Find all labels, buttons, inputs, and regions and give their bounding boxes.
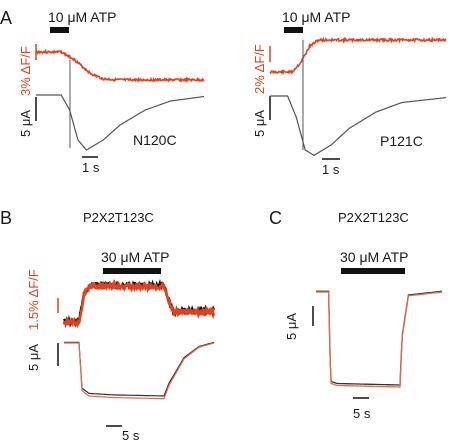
construct-label-a-left: N120C [133,132,177,148]
panel-title-c: P2X2T123C [338,210,409,225]
current-trace-c-dark [316,291,442,385]
fluorescence-trace-b [64,283,214,325]
fluorescence-trace-a-left [36,51,204,81]
panel-letter-c: C [269,208,282,228]
agonist-label-a-right: 10 μM ATP [282,9,351,25]
agonist-bar-a-right [284,27,303,33]
current-trace-c [316,292,442,387]
agonist-label-c: 30 μM ATP [340,249,409,265]
agonist-bar-c [341,268,405,274]
panel-title-b: P2X2T123C [83,210,154,225]
current-trace-b-dark [64,342,214,396]
agonist-bar-b [103,268,161,274]
time-scale-label-a-left: 1 s [82,160,100,175]
fluor-scale-label-b: 1.5% ΔF/F [26,269,41,330]
agonist-bar-a-left [50,27,69,33]
time-scale-label-c: 5 s [353,406,371,421]
fluorescence-trace-a-right [270,39,446,73]
agonist-label-a-left: 10 μM ATP [48,9,117,25]
current-scale-label-b: 5 μA [26,343,41,371]
time-scale-label-a-right: 1 s [322,162,340,177]
current-scale-label-a-left: 5 μA [18,109,33,137]
panel-letter-b: B [0,208,13,228]
construct-label-a-right: P121C [380,133,423,149]
fluor-scale-label-a-right: 2% ΔF/F [252,44,267,94]
current-trace-a-left [36,95,204,150]
agonist-label-b: 30 μM ATP [101,249,170,265]
panel-letter-a: A [0,8,13,28]
time-scale-label-b: 5 s [122,428,140,442]
current-scale-label-a-right: 5 μA [252,109,267,137]
fluor-scale-label-a-left: 3% ΔF/F [18,46,33,96]
current-scale-label-c: 5 μA [284,312,299,340]
